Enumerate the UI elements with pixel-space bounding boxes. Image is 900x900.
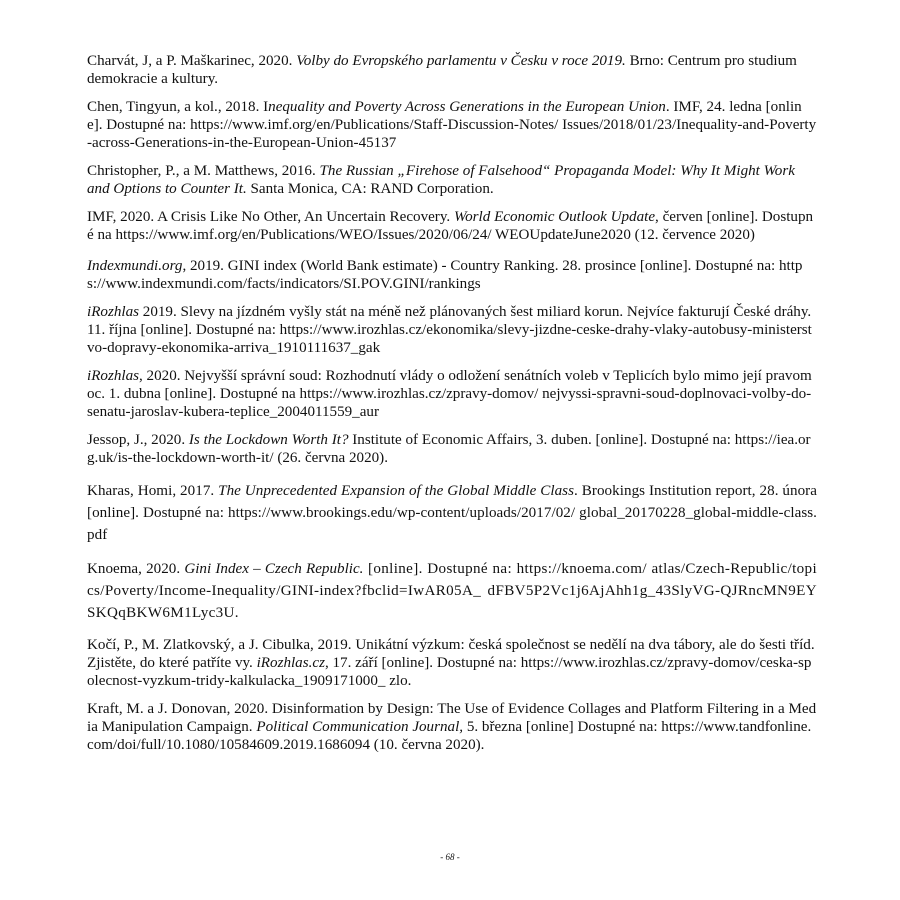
reference-entry bbox=[87, 367, 817, 421]
reference-entry bbox=[87, 52, 817, 88]
reference-list bbox=[87, 52, 817, 764]
reference-entry bbox=[87, 162, 817, 198]
ref-text: Knoema, 2020. bbox=[87, 561, 185, 577]
reference-entry bbox=[87, 700, 817, 754]
reference-entry bbox=[87, 208, 817, 244]
ref-text: , červen [online]. Dostupné na https://www.imf.org/en/Publications/WEO/Issues/2020/06/24/ WEOUpdateJune2020 (12. července 2020) bbox=[87, 209, 814, 243]
ref-title-italic: Gini Index – Czech Republic. bbox=[184, 561, 364, 577]
ref-text: Institute of Economic Affairs, 3. duben. [online]. Dostupné na: https://iea.org.uk/is-the-lockdown-worth-it/ (26. června 2020). bbox=[87, 432, 811, 466]
ref-title-italic: iRozhlas.cz bbox=[256, 655, 325, 671]
ref-text: Charvát, J, a P. Maškarinec, 2020. bbox=[87, 53, 297, 69]
ref-title-italic: World Economic Outlook Update bbox=[453, 209, 656, 225]
ref-text: Kharas, Homi, 2017. bbox=[87, 483, 219, 499]
ref-text: Santa Monica, CA: RAND Corporation. bbox=[246, 181, 494, 197]
ref-title-italic: The Russian „Firehose of Falsehood“ Propaganda Model: Why It Might Work and Options to Counter It. bbox=[87, 163, 795, 197]
ref-text: . Brookings Institution report, 28. února [online]. Dostupné na: https://www.brookings.edu/wp-content/uploads/2017/02/ global_20170228_global-middle-class.pdf bbox=[87, 483, 818, 543]
reference-entry bbox=[87, 303, 817, 357]
ref-text: . IMF, 24. ledna [online]. Dostupné na: https://www.imf.org/en/Publications/Staff-Discussion-Notes/ Issues/2018/01/23/Inequality-and-Poverty-across-Generations-in-the-European-Union-45137 bbox=[87, 99, 817, 151]
ref-title-italic: Political Communication Journal, bbox=[256, 719, 464, 735]
ref-text: Jessop, J., 2020. bbox=[87, 432, 189, 448]
page-number: - 68 - bbox=[440, 852, 460, 862]
ref-text: , 2020. Nejvyšší správní soud: Rozhodnutí vlády o odložení senátních voleb v Teplicích bylo mimo její pravomoc. 1. dubna [online]. Dostupné na https://www.irozhlas.cz/zpravy-domov/ nejvyssi-spravni-soud-doplnovaci-volby-do-senatu-jaroslav-kubera-teplice_2004011559_aur bbox=[87, 368, 812, 420]
ref-title-italic: Indexmundi.org bbox=[87, 258, 183, 274]
ref-text: [online]. Dostupné na: https://knoema.com/ atlas/Czech-Republic/topics/Poverty/Income-Inequality/GINI-index?fbclid=IwAR05A_ dFBV5P2Vc1j6AjAhh1g_43SlyVG-QJRncMN9EYSKQqBKW6M1Lyc3U. bbox=[87, 561, 817, 621]
ref-title-italic: iRozhlas bbox=[87, 304, 139, 320]
reference-entry bbox=[87, 636, 817, 690]
ref-text: 2019. Slevy na jízdném vyšly stát na méně než plánovaných šest miliard korun. Nejvíce fakturují České dráhy. 11. října [online]. Dostupné na: https://www.irozhlas.cz/ekonomika/slevy-jizdne-ceske-drahy-vlaky-autobusy-ministerstvo-dopravy-ekonomika-arriva_1910111637_gak bbox=[87, 304, 812, 356]
ref-text: Chen, Tingyun, a kol., 2018. I bbox=[87, 99, 269, 115]
ref-text: , 2019. GINI index (World Bank estimate) - Country Ranking. 28. prosince [online]. Dostupné na: https://www.indexmundi.com/facts/indicators/SI.POV.GINI/rankings bbox=[87, 258, 803, 292]
reference-entry bbox=[87, 480, 817, 546]
ref-title-italic: The Unprecedented Expansion of the Global Middle Class bbox=[218, 483, 575, 499]
ref-title-italic: Volby do Evropského parlamentu v Česku v roce 2019. bbox=[296, 53, 626, 69]
reference-entry bbox=[87, 98, 817, 152]
ref-text: Kraft, M. a J. Donovan, 2020. Disinformation by Design: The Use of Evidence Collages and Platform Filtering in a Media Manipulation Campaign. bbox=[87, 701, 817, 735]
reference-entry bbox=[87, 257, 817, 293]
ref-text: Christopher, P., a M. Matthews, 2016. bbox=[87, 163, 320, 179]
reference-entry bbox=[87, 431, 817, 467]
ref-text: , 17. září [online]. Dostupné na: https://www.irozhlas.cz/zpravy-domov/ceska-spolecnost-vyzkum-tridy-kalkulacka_1909171000_ zlo. bbox=[87, 655, 812, 689]
ref-text: 5. března [online] Dostupné na: https://www.tandfonline.com/doi/full/10.1080/10584609.2019.1686094 (10. června 2020). bbox=[87, 719, 812, 753]
ref-title-italic: Is the Lockdown Worth It? bbox=[188, 432, 349, 448]
ref-title-italic: iRozhlas bbox=[87, 368, 139, 384]
ref-text: Kočí, P., M. Zlatkovský, a J. Cibulka, 2019. Unikátní výzkum: česká společnost se nedělí na dva tábory, ale do šesti tříd. Zjistěte, do které patříte vy. bbox=[87, 637, 815, 671]
reference-entry bbox=[87, 558, 817, 624]
ref-title-italic: nequality and Poverty Across Generations in the European Union bbox=[268, 99, 666, 115]
ref-text: IMF, 2020. A Crisis Like No Other, An Uncertain Recovery. bbox=[87, 209, 454, 225]
ref-text: Brno: Centrum pro studium demokracie a kultury. bbox=[87, 53, 797, 87]
